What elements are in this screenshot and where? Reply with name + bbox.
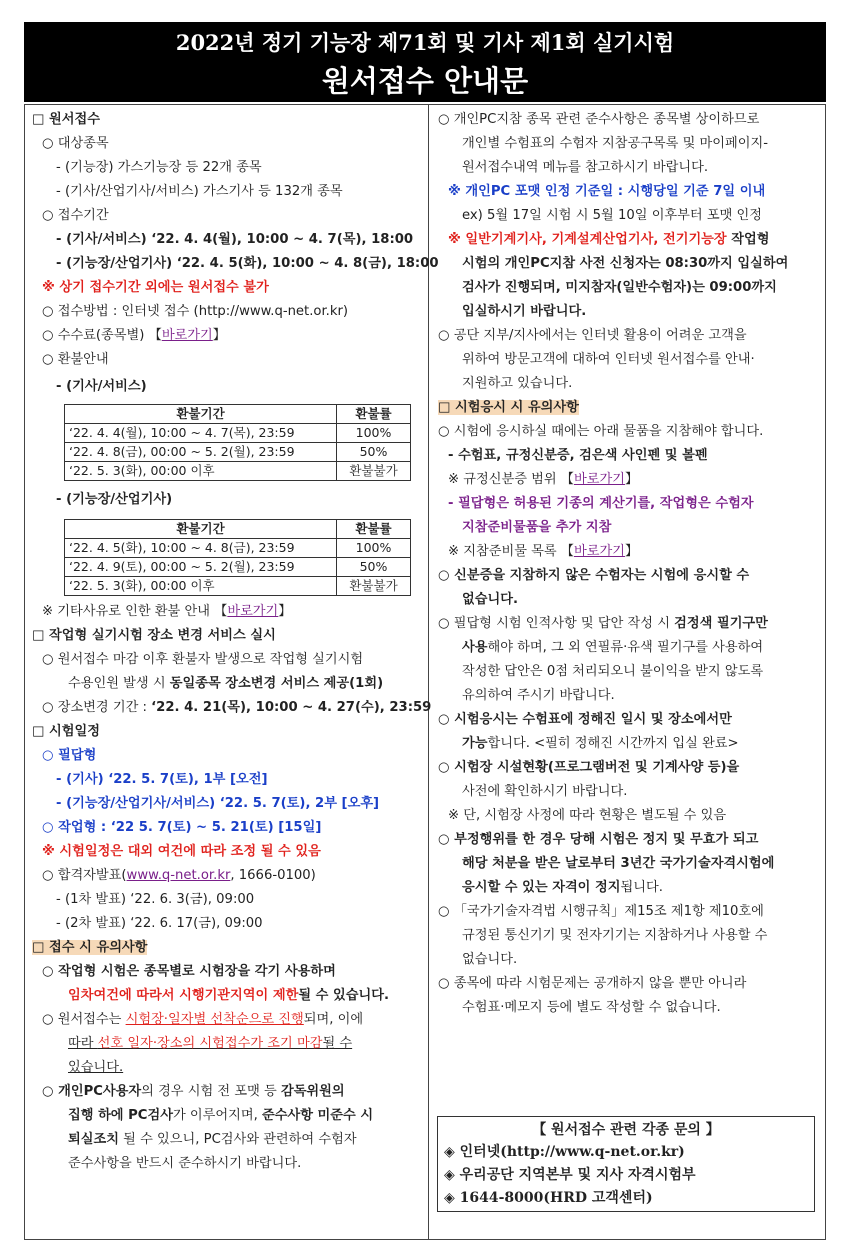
period-item: - (기능장/산업기사) ‘22. 4. 5(화), 10:00 ~ 4. 8(금), 18:00 bbox=[56, 256, 439, 271]
target-heading: ○ 대상종목 bbox=[42, 136, 109, 151]
refund-label-b: - (기능장/산업기사) bbox=[56, 492, 173, 507]
refund-header-period: 환불기간 bbox=[65, 520, 337, 539]
written-item: - (기사) ‘22. 5. 7(토), 1부 [오전] bbox=[56, 772, 268, 787]
question-note: 수험표·메모지 등에 별도 작성할 수 없습니다. bbox=[462, 1000, 721, 1015]
table-row bbox=[65, 539, 411, 558]
exam-note: ○ 시험에 응시하실 때에는 아래 물품을 지참해야 합니다. bbox=[438, 424, 764, 439]
method-line: ○ 접수방법 : 인터넷 접수 (http://www.q-net.or.kr) bbox=[42, 304, 349, 319]
location-line: 수용인원 발생 시 동일종목 장소변경 서비스 제공(1회) bbox=[68, 676, 384, 691]
written-heading: ○ 필답형 bbox=[42, 748, 97, 763]
table-row bbox=[65, 577, 411, 596]
table-cell: ‘22. 5. 3(화), 00:00 이후 bbox=[65, 577, 337, 596]
table-cell: 환불불가 bbox=[337, 577, 411, 596]
table-cell: 50% bbox=[337, 443, 411, 462]
table-cell: 환불불가 bbox=[337, 462, 411, 481]
id-note: 없습니다. bbox=[462, 592, 518, 607]
caution-line: 있습니다. bbox=[68, 1060, 124, 1075]
period-note: ※ 상기 접수기간 외에는 원서접수 불가 bbox=[42, 280, 269, 295]
inquiry-item: ◈ 우리공단 지역본부 및 지사 자격시험부 bbox=[444, 1167, 696, 1183]
inquiry-box bbox=[437, 1116, 815, 1212]
table-row bbox=[65, 462, 411, 481]
question-note: ○ 종목에 따라 시험문제는 공개하지 않을 뿐만 아니라 bbox=[438, 976, 747, 991]
result-item: - (1차 발표) ‘22. 6. 3(금), 09:00 bbox=[56, 892, 255, 907]
caution-line: 따라 선호 일자·장소의 시험접수가 조기 마감될 수 bbox=[68, 1036, 353, 1051]
id-range-line: ※ 규정신분증 범위 【바로가기】 bbox=[448, 472, 639, 487]
right-column bbox=[438, 108, 822, 1020]
table-cell: 100% bbox=[337, 424, 411, 443]
header-title: 2022년 정기 기능장 제71회 및 기사 제1회 실기시험 bbox=[175, 30, 675, 55]
branch-note: 지원하고 있습니다. bbox=[462, 376, 573, 391]
branch-note: 위하여 방문고객에 대하여 인터넷 원서접수를 안내· bbox=[462, 352, 755, 367]
place-note: ○ 시험응시는 수험표에 정해진 일시 및 장소에서만 bbox=[438, 712, 732, 727]
result-item: - (2차 발표) ‘22. 6. 17(금), 09:00 bbox=[56, 916, 263, 931]
refund-header-rate: 환불률 bbox=[337, 405, 411, 424]
section-exam-caution: □ 시험응시 시 유의사항 bbox=[438, 400, 579, 415]
inquiry-item: ◈ 인터넷(http://www.q-net.or.kr) bbox=[444, 1144, 685, 1160]
section-application: □ 원서접수 bbox=[32, 112, 101, 127]
inquiry-item: ◈ 1644-8000(HRD 고객센터) bbox=[444, 1190, 653, 1206]
caution-line: ○ 원서접수는 시험장·일자별 선착순으로 진행되며, 이에 bbox=[42, 1012, 364, 1027]
left-column bbox=[32, 108, 439, 1176]
table-cell: ‘22. 5. 3(화), 00:00 이후 bbox=[65, 462, 337, 481]
refund-table-b bbox=[64, 519, 411, 596]
device-note: 없습니다. bbox=[462, 952, 518, 967]
refund-other-link[interactable]: 바로가기 bbox=[227, 604, 279, 619]
cheating-note: 응시할 수 있는 자격이 정지됩니다. bbox=[462, 880, 663, 895]
pc-note: 원서접수내역 메뉴를 참고하시기 바랍니다. bbox=[462, 160, 709, 175]
fee-link[interactable]: 바로가기 bbox=[161, 328, 213, 343]
table-row bbox=[65, 443, 411, 462]
table-row bbox=[65, 558, 411, 577]
section-schedule: □ 시험일정 bbox=[32, 724, 101, 739]
inquiry-title: 【 원서접수 관련 각종 문의 】 bbox=[532, 1122, 720, 1138]
pen-note: 유의하여 주시기 바랍니다. bbox=[462, 688, 615, 703]
table-cell: ‘22. 4. 5(화), 10:00 ~ 4. 8(금), 23:59 bbox=[65, 539, 337, 558]
refund-label-a: - (기사/서비스) bbox=[56, 379, 147, 394]
qnet-link[interactable]: www.q-net.or.kr bbox=[126, 868, 231, 883]
device-note: 규정된 통신기기 및 전자기기는 지참하거나 사용할 수 bbox=[462, 928, 768, 943]
refund-table-a bbox=[64, 404, 411, 481]
pen-note: 작성한 답안은 0점 처리되오니 불이익을 받지 않도록 bbox=[462, 664, 764, 679]
caution-line: 준수사항을 반드시 준수하시기 바랍니다. bbox=[68, 1156, 302, 1171]
pc-note: 개인별 수험표의 수험자 지참공구목록 및 마이페이지- bbox=[462, 136, 768, 151]
schedule-note: ※ 시험일정은 대외 여건에 따라 조정 될 수 있음 bbox=[42, 844, 321, 859]
id-range-link[interactable]: 바로가기 bbox=[574, 472, 625, 487]
pc-check-note: 검사가 진행되며, 미지참자(일반수험자)는 09:00까지 bbox=[462, 280, 777, 295]
section-caution: □ 접수 시 유의사항 bbox=[32, 940, 148, 955]
caution-line: 임차여건에 따라서 시행기관지역이 제한될 수 있습니다. bbox=[68, 988, 389, 1003]
table-cell: ‘22. 4. 8(금), 00:00 ~ 5. 2(월), 23:59 bbox=[65, 443, 337, 462]
pen-note: ○ 필답형 시험 인적사항 및 답안 작성 시 검정색 필기구만 bbox=[438, 616, 768, 631]
refund-heading: ○ 환불안내 bbox=[42, 352, 109, 367]
cheating-note: ○ 부정행위를 한 경우 당해 시험은 정지 및 무효가 되고 bbox=[438, 832, 759, 847]
caution-line: ○ 작업형 시험은 종목별로 시험장을 각기 사용하며 bbox=[42, 964, 336, 979]
location-line: ○ 원서접수 마감 이후 환불자 발생으로 작업형 실기시험 bbox=[42, 652, 364, 667]
calculator-note: 지참준비물품을 추가 지참 bbox=[462, 520, 612, 535]
pc-check-note: 입실하시기 바랍니다. bbox=[462, 304, 587, 319]
cheating-note: 해당 처분을 받은 날로부터 3년간 국가기술자격시험에 bbox=[462, 856, 775, 871]
header-subtitle: 원서접수 안내문 bbox=[321, 64, 529, 98]
supply-list-line: ※ 지참준비물 목록 【바로가기】 bbox=[448, 544, 639, 559]
format-example: ex) 5월 17일 시험 시 5월 10일 이후부터 포맷 인정 bbox=[462, 208, 762, 223]
id-note: ○ 신분증을 지참하지 않은 수험자는 시험에 응시할 수 bbox=[438, 568, 750, 583]
page-header bbox=[24, 22, 826, 102]
facility-note: ※ 단, 시험장 사정에 따라 현황은 별도될 수 있음 bbox=[448, 808, 727, 823]
caution-line: 퇴실조치 될 수 있으니, PC검사와 관련하여 수험자 bbox=[68, 1132, 357, 1147]
target-item: - (기사/산업기사/서비스) 가스기사 등 132개 종목 bbox=[56, 184, 343, 199]
refund-header-rate: 환불률 bbox=[337, 520, 411, 539]
table-cell: ‘22. 4. 9(토), 00:00 ~ 5. 2(월), 23:59 bbox=[65, 558, 337, 577]
facility-note: ○ 시험장 시설현황(프로그램버전 및 기계사양 등)을 bbox=[438, 760, 740, 775]
place-note: 가능합니다. <필히 정해진 시간까지 입실 완료> bbox=[462, 736, 739, 751]
supply-list-link[interactable]: 바로가기 bbox=[574, 544, 625, 559]
facility-note: 사전에 확인하시기 바랍니다. bbox=[462, 784, 628, 799]
refund-header-period: 환불기간 bbox=[65, 405, 337, 424]
device-note: ○ 「국가기술자격법 시행규칙」제15조 제1항 제10호에 bbox=[438, 904, 764, 919]
branch-note: ○ 공단 지부/지사에서는 인터넷 활용이 어려운 고객을 bbox=[438, 328, 747, 343]
period-heading: ○ 접수기간 bbox=[42, 208, 109, 223]
location-period: ○ 장소변경 기간 : ‘22. 4. 21(목), 10:00 ~ 4. 27(수), 23:59 bbox=[42, 700, 432, 715]
pc-check-note: 시험의 개인PC지참 사전 신청자는 08:30까지 입실하여 bbox=[462, 256, 789, 271]
section-location-change: □ 작업형 실기시험 장소 변경 서비스 실시 bbox=[32, 628, 276, 643]
target-item: - (기능장) 가스기능장 등 22개 종목 bbox=[56, 160, 262, 175]
table-cell: ‘22. 4. 4(월), 10:00 ~ 4. 7(목), 23:59 bbox=[65, 424, 337, 443]
pc-note: ○ 개인PC지참 종목 관련 준수사항은 종목별 상이하므로 bbox=[438, 112, 760, 127]
table-cell: 100% bbox=[337, 539, 411, 558]
result-line: ○ 합격자발표(www.q-net.or.kr, 1666-0100) bbox=[42, 868, 316, 883]
calculator-note: - 필답형은 허용된 기종의 계산기를, 작업형은 수험자 bbox=[448, 496, 754, 511]
period-item: - (기사/서비스) ‘22. 4. 4(월), 10:00 ~ 4. 7(목), 18:00 bbox=[56, 232, 414, 247]
refund-other-line: ※ 기타사유로 인한 환불 안내 【바로가기】 bbox=[42, 604, 292, 619]
written-item: - (기능장/산업기사/서비스) ‘22. 5. 7(토), 2부 [오후] bbox=[56, 796, 380, 811]
caution-line: 집행 하에 PC검사가 이루어지며, 준수사항 미준수 시 bbox=[68, 1108, 374, 1123]
fee-line: ○ 수수료(종목별) 【바로가기】 bbox=[42, 328, 226, 343]
table-row bbox=[65, 424, 411, 443]
pc-check-note: ※ 일반기계기사, 기계설계산업기사, 전기기능장 작업형 bbox=[448, 232, 770, 247]
caution-line: ○ 개인PC사용자의 경우 시험 전 포맷 등 감독위원의 bbox=[42, 1084, 345, 1099]
format-note: ※ 개인PC 포맷 인정 기준일 : 시행당일 기준 7일 이내 bbox=[448, 184, 766, 199]
exam-item: - 수험표, 규정신분증, 검은색 사인펜 및 볼펜 bbox=[448, 448, 708, 463]
pen-note: 사용해야 하며, 그 외 연필류·유색 필기구를 사용하여 bbox=[462, 640, 764, 655]
practical-line: ○ 작업형 : ‘22 5. 7(토) ~ 5. 21(토) [15일] bbox=[42, 820, 322, 835]
table-cell: 50% bbox=[337, 558, 411, 577]
